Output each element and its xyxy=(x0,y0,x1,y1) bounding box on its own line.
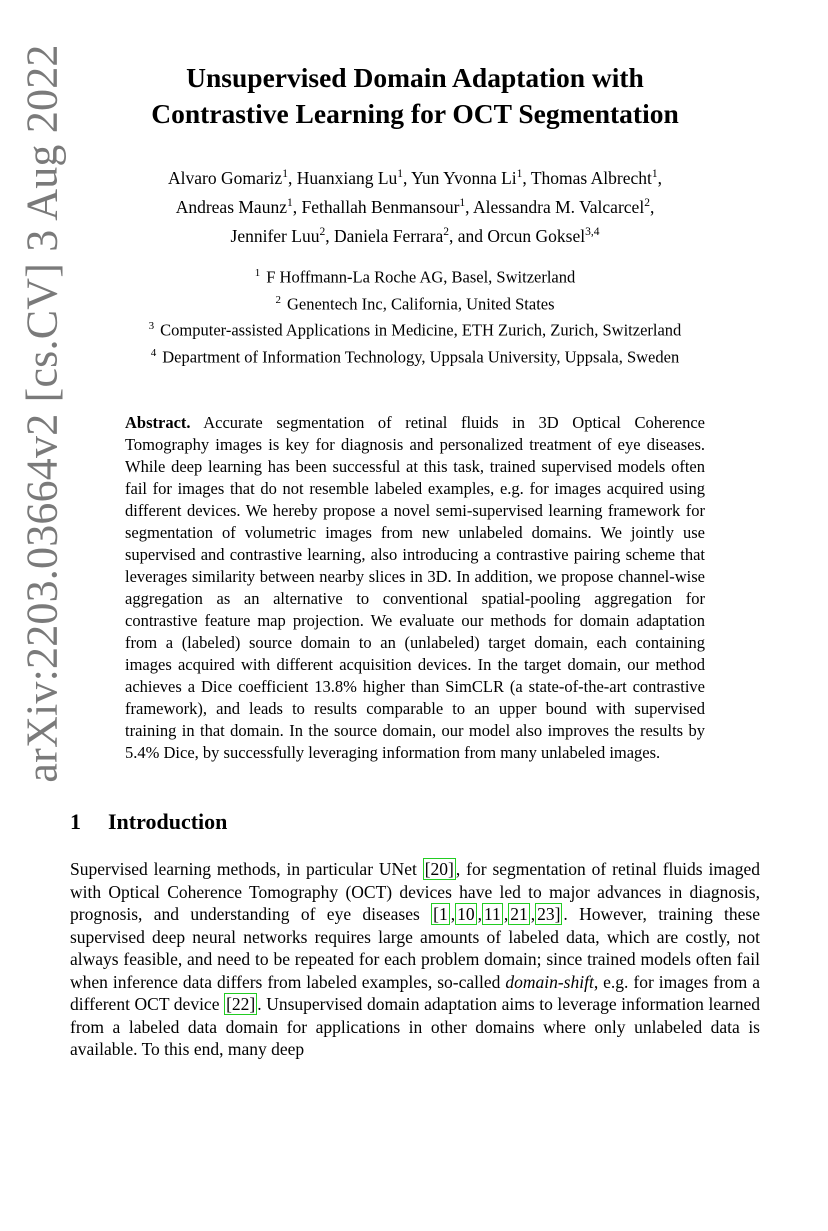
title-line-1: Unsupervised Domain Adaptation with xyxy=(186,62,644,93)
author-name: Orcun Goksel xyxy=(487,225,586,246)
author-name: Alvaro Gomariz xyxy=(167,167,283,188)
citation-link[interactable]: [20] xyxy=(424,859,454,880)
citation-link[interactable]: 23] xyxy=(537,904,561,925)
author-name: Fethallah Benmansour xyxy=(301,196,460,217)
emphasis-term: domain-shift xyxy=(505,971,594,992)
author-affiliation: 1 xyxy=(651,168,658,180)
title-line-2: Contrastive Learning for OCT Segmentation xyxy=(151,98,679,129)
affiliation-list xyxy=(70,262,760,368)
affiliation-text: Genentech Inc, California, United States xyxy=(286,294,555,314)
abstract xyxy=(125,412,705,764)
citation-link[interactable]: 21 xyxy=(510,904,528,925)
author-list xyxy=(70,162,760,248)
affiliation-text: F Hoffmann-La Roche AG, Basel, Switzerland xyxy=(266,267,576,287)
section-title: Introduction xyxy=(108,809,228,835)
author-name: Huanxiang Lu xyxy=(296,167,398,188)
author-name: Jennifer Luu xyxy=(230,225,320,246)
affiliation xyxy=(70,262,760,289)
author-name: Yun Yvonna Li xyxy=(411,167,517,188)
author-affiliation: 1 xyxy=(459,196,466,209)
affiliation-number: 2 xyxy=(275,293,281,306)
author-name: Daniela Ferrara xyxy=(333,225,444,246)
arxiv-stamp xyxy=(12,43,72,783)
paper-title xyxy=(70,60,760,132)
abstract-text: Accurate segmentation of retinal fluids in 3D Optical Coherence Tomography images is key for diagnosis and personalized treatment of eye diseases. While deep learning has been successful at this task, trained supervised models often fail for images that do not resemble labeled examples, e.g. for images acquired using different devices. We hereby propose a novel semi-supervised learning framework for segmentation of volumetric images from new unlabeled domains. We jointly use supervised and contrastive learning, also introducing a contrastive pairing scheme that leverages similarity between nearby slices in 3D. In addition, we propose channel-wise aggregation as an alternative to conventional spatial-pooling aggregation for contrastive feature map projection. We evaluate our methods for domain adaptation from a (labeled) source domain to an (unlabeled) target domain, each containing images acquired with different acquisition devices. In the target domain, our method achieves a Dice coefficient 13.8% higher than SimCLR (a state-of-the-art contrastive framework), and leads to results comparable to an upper bound with supervised training in that domain. In the source domain, our model also improves the results by 5.4% Dice, by successfully leveraging information from many unlabeled images. xyxy=(125,413,705,763)
intro-paragraph: Supervised learning methods, in particular UNet [20] , for segmentation of retinal fluids imaged with Optical Coherence Tomography (OCT) devices have led to major advances in diagnosis, prognosis, and understanding of eye diseases [1 , 10 , 11 , 21 , 23] . However, training these supervised deep neural networks requires large amounts of labeled data, which are costly, not always feasible, and need to be repeated for each problem domain; since trained models often fail when inference data differs from labeled examples, so-called domain-shift, e.g. for images from a different OCT device [22] . Unsupervised domain adaptation aims to leverage information learned from a labeled data domain for applications in other domains where only unlabeled data is available. To this end, many deep xyxy=(70,859,760,1060)
author-affiliation: 1 xyxy=(286,196,293,209)
affiliation-number: 1 xyxy=(254,267,261,280)
section-heading xyxy=(70,808,760,836)
author-affiliation: 1 xyxy=(282,168,288,180)
citation-group: [1 , 10 , 11 , 21 , 23] xyxy=(433,904,561,925)
author-affiliation: 2 xyxy=(644,196,650,209)
author-affiliation: 3,4 xyxy=(585,225,600,238)
affiliation-text: Department of Information Technology, Uppsala University, Uppsala, Sweden xyxy=(162,347,680,367)
arxiv-stamp-text: arXiv:2203.03664v2 [cs.CV] 3 Aug 2022 xyxy=(17,43,67,783)
abstract-label: Abstract. xyxy=(125,413,191,433)
affiliation-number: 4 xyxy=(150,346,157,359)
author-affiliation: 2 xyxy=(443,225,450,238)
citation-link[interactable]: 10 xyxy=(457,904,475,925)
author-affiliation: 1 xyxy=(516,168,523,180)
citation-link[interactable]: 11 xyxy=(483,904,501,925)
author-name: Thomas Albrecht xyxy=(530,167,652,188)
author-line: Alvaro Gomariz$^1$, Huanxiang Lu$^1$, Yun Yvonna Li$^1$, Thomas Albrecht$^1$, xyxy=(167,167,662,188)
paper-page xyxy=(70,60,760,1061)
author-line: Jennifer Luu$^2$, Daniela Ferrara$^2$, and Orcun Goksel$^{3,4}$ xyxy=(230,225,600,246)
author-name: Alessandra M. Valcarcel xyxy=(472,196,645,217)
section-number: 1 xyxy=(70,809,81,835)
affiliation xyxy=(70,342,760,369)
affiliation xyxy=(70,289,760,316)
author-affiliation: 2 xyxy=(319,225,326,238)
affiliation-number: 3 xyxy=(148,320,155,333)
author-affiliation: 1 xyxy=(397,168,404,180)
author-line: Andreas Maunz$^1$, Fethallah Benmansour$^1$, Alessandra M. Valcarcel$^2$, xyxy=(175,196,655,217)
affiliation-text: Computer-assisted Applications in Medicine, ETH Zurich, Zurich, Switzerland xyxy=(160,320,682,340)
citation-link[interactable]: [22] xyxy=(226,994,256,1015)
affiliation xyxy=(70,315,760,342)
author-name: Andreas Maunz xyxy=(175,196,287,217)
citation-link[interactable]: [1 xyxy=(433,904,448,925)
